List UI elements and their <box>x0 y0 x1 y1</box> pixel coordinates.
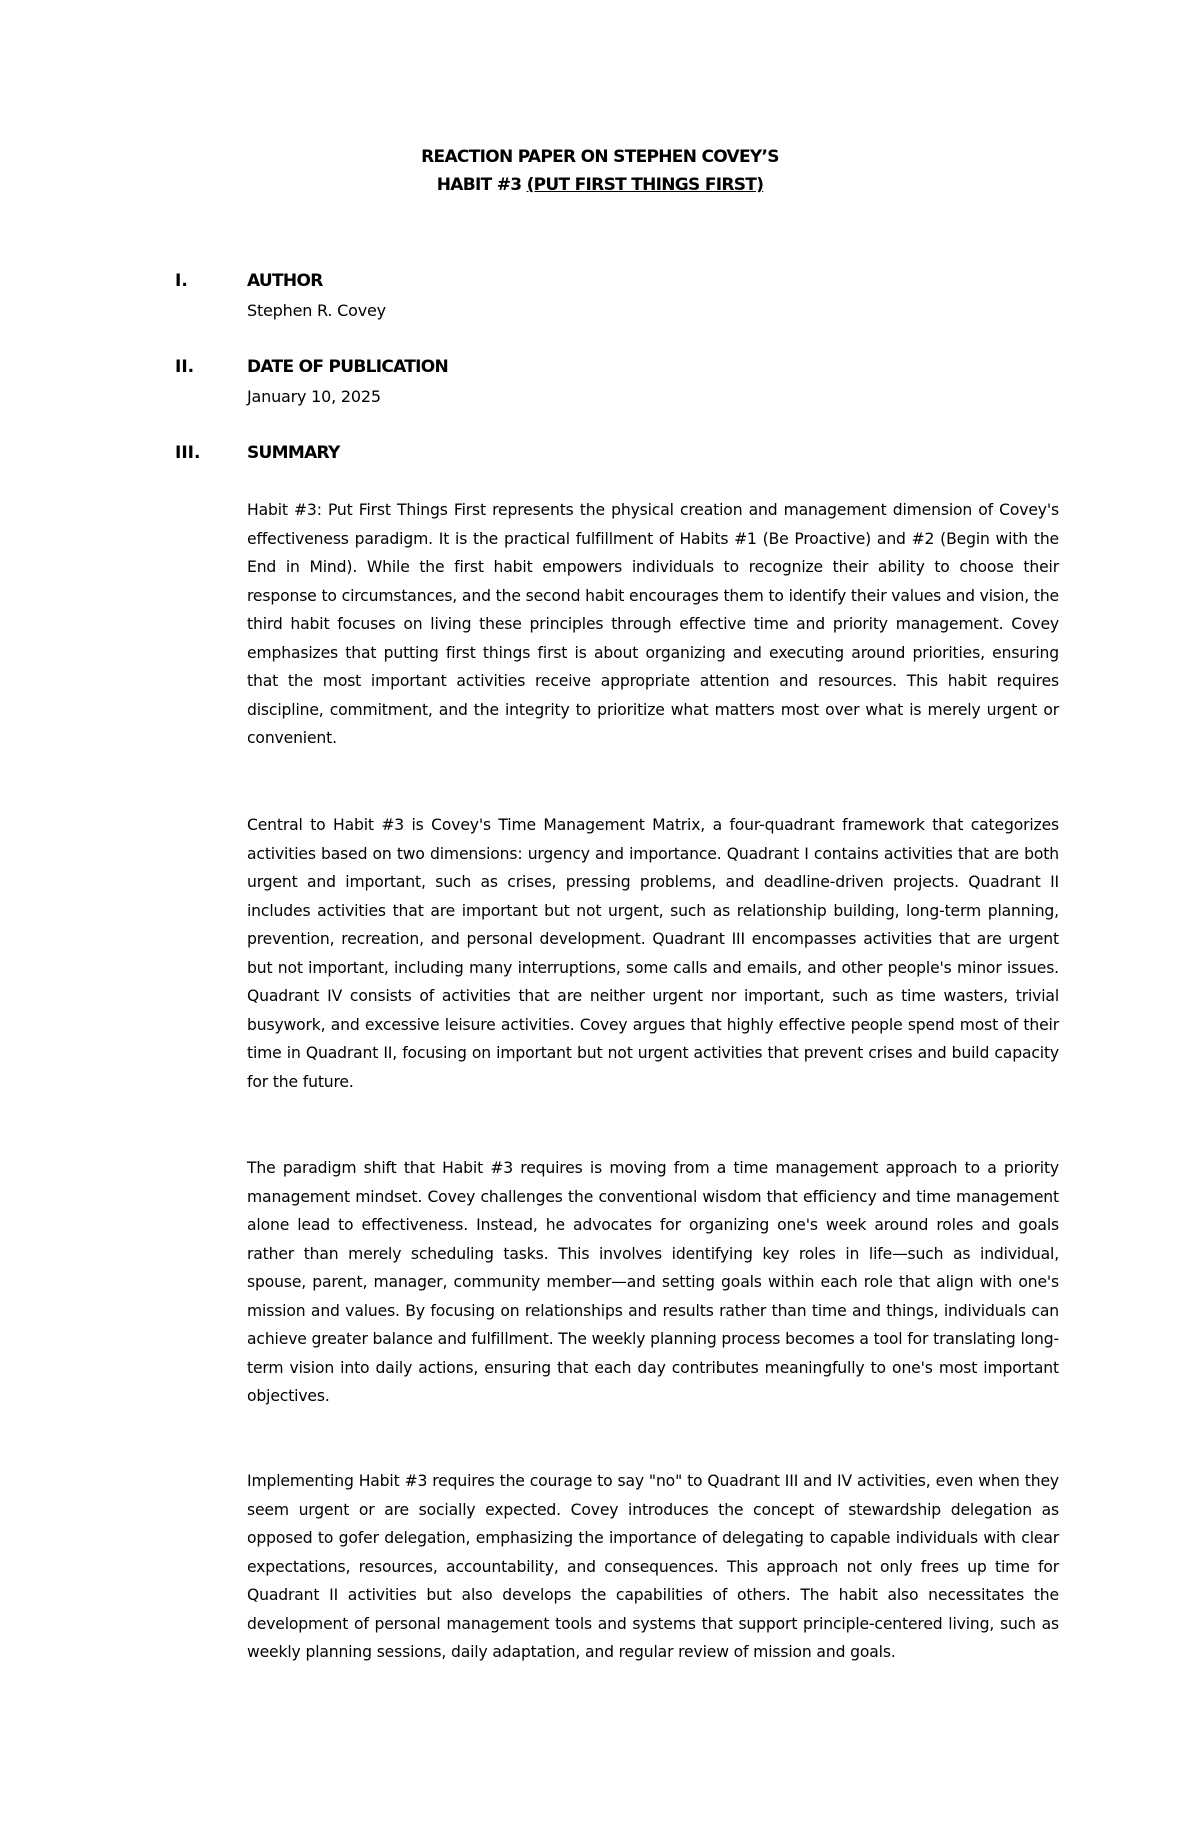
summary-paragraph-2 <box>247 811 1059 1096</box>
title-line-1: REACTION PAPER ON STEPHEN COVEY’S <box>421 147 779 167</box>
section-heading: AUTHOR <box>247 271 323 291</box>
section-heading: SUMMARY <box>247 443 340 463</box>
paragraph-text: The paradigm shift that Habit #3 requires is moving from a time management approach to a priority management mindset. Covey challenges the conventional wisdom that efficiency and time management alone lead to effectiveness. Instead, he advocates for organizing one's week around roles and goals rather than merely scheduling tasks. This involves identifying key roles in life—such as individual, spouse, parent, manager, community member—and setting goals within each role that align with one's mission and values. By focusing on relationships and results rather than time and things, individuals can achieve greater balance and fulfillment. The weekly planning process becomes a tool for translating long-term vision into daily actions, ensuring that each day contributes meaningfully to one's most important objectives. <box>247 1159 1059 1405</box>
author-name: Stephen R. Covey <box>247 301 386 320</box>
summary-paragraph-1 <box>247 496 1059 753</box>
summary-paragraph-3 <box>247 1154 1059 1411</box>
title-line-2-prefix: HABIT #3 <box>436 175 527 195</box>
title-line-2 <box>0 171 1200 199</box>
paragraph-text: Central to Habit #3 is Covey's Time Management Matrix, a four-quadrant framework that categorizes activities based on two dimensions: urgency and importance. Quadrant I contains activities that are both urgent and important, such as crises, pressing problems, and deadline-driven projects. Quadrant II includes activities that are important but not urgent, such as relationship building, long-term planning, prevention, recreation, and personal development. Quadrant III encompasses activities that are urgent but not important, including many interruptions, some calls and emails, and other people's minor issues. Quadrant IV consists of activities that are neither urgent nor important, such as time wasters, trivial busywork, and excessive leisure activities. Covey argues that highly effective people spend most of their time in Quadrant II, focusing on important but not urgent activities that prevent crises and build capacity for the future. <box>247 816 1059 1091</box>
section-numeral: III. <box>175 443 201 463</box>
document-title <box>0 143 1200 199</box>
publication-date: January 10, 2025 <box>247 387 381 406</box>
section-numeral: I. <box>175 271 188 291</box>
paragraph-text: Habit #3: Put First Things First represents the physical creation and management dimension of Covey's effectiveness paradigm. It is the practical fulfillment of Habits #1 (Be Proactive) and #2 (Begin with the End in Mind). While the first habit empowers individuals to recognize their ability to choose their response to circumstances, and the second habit encourages them to identify their values and vision, the third habit focuses on living these principles through effective time and priority management. Covey emphasizes that putting first things first is about organizing and executing around priorities, ensuring that the most important activities receive appropriate attention and resources. This habit requires discipline, commitment, and the integrity to prioritize what matters most over what is merely urgent or convenient. <box>247 501 1059 747</box>
section-heading: DATE OF PUBLICATION <box>247 357 449 377</box>
title-line-2-underlined: (PUT FIRST THINGS FIRST) <box>526 175 764 195</box>
paragraph-text: Implementing Habit #3 requires the courage to say "no" to Quadrant III and IV activities, even when they seem urgent or are socially expected. Covey introduces the concept of stewardship delegation as opposed to gofer delegation, emphasizing the importance of delegating to capable individuals with clear expectations, resources, accountability, and consequences. This approach not only frees up time for Quadrant II activities but also develops the capabilities of others. The habit also necessitates the development of personal management tools and systems that support principle-centered living, such as weekly planning sessions, daily adaptation, and regular review of mission and goals. <box>247 1472 1059 1661</box>
section-numeral: II. <box>175 357 195 377</box>
summary-paragraph-4 <box>247 1467 1059 1667</box>
